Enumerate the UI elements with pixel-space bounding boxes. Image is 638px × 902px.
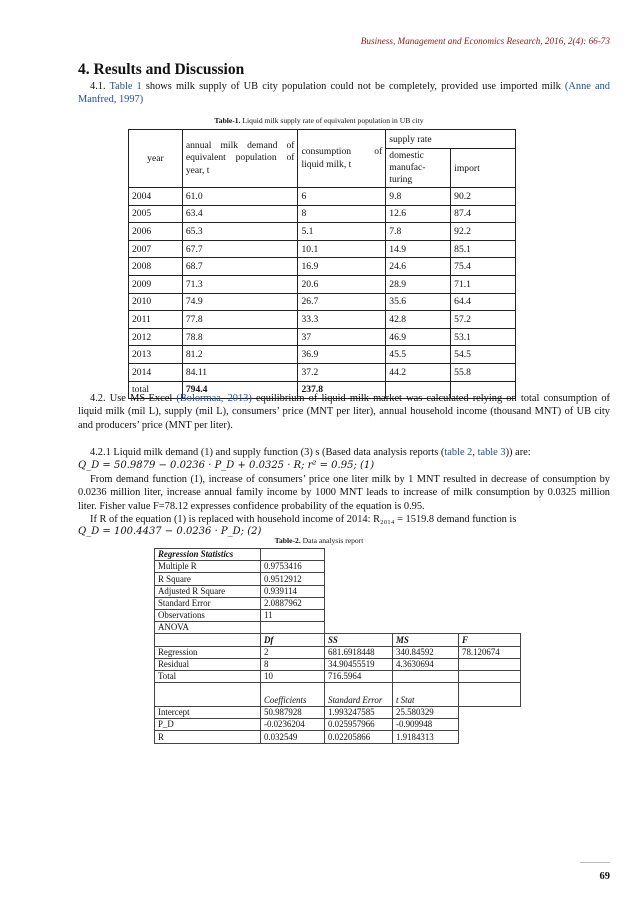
table-cell: Adjusted R Square: [155, 585, 261, 597]
table-cell: 90.2: [451, 188, 516, 206]
para-text: 4.2. Use MS-Excel: [90, 393, 177, 404]
table-cell: [459, 622, 521, 634]
table-cell: [393, 609, 459, 621]
table-row: [129, 328, 516, 346]
table-cell: [393, 549, 459, 561]
table-cell: 2.0887962: [261, 597, 325, 609]
citation-link[interactable]: (Anne and Manfred, 1997): [78, 81, 610, 106]
table-row: [129, 240, 516, 258]
table-cell: 78.8: [182, 328, 298, 346]
table-row: [129, 258, 516, 276]
stats-row: [155, 573, 521, 585]
coef-row: [155, 707, 521, 719]
table1-link[interactable]: Table 1: [109, 81, 142, 92]
table-cell: 2011: [129, 311, 183, 329]
coef-row: [155, 719, 521, 731]
table-cell: 71.3: [182, 275, 298, 293]
table-row: [129, 363, 516, 381]
table-cell: 74.9: [182, 293, 298, 311]
anova-label-row: [155, 622, 521, 634]
table-cell: [393, 573, 459, 585]
table-cell: 2008: [129, 258, 183, 276]
table-cell: t Stat: [393, 683, 459, 707]
table-cell: 64.4: [451, 293, 516, 311]
table-cell: 2004: [129, 188, 183, 206]
table-cell: 28.9: [386, 275, 451, 293]
regression-statistics-title: Regression Statistics: [155, 549, 261, 561]
table-2: [154, 548, 521, 744]
table-cell: Total: [155, 670, 261, 682]
table-cell: P_D: [155, 719, 261, 731]
table-cell: 67.7: [182, 240, 298, 258]
coef-row: [155, 731, 521, 743]
header-import: import: [451, 149, 516, 188]
table-cell: 11: [261, 609, 325, 621]
table-cell: 85.1: [451, 240, 516, 258]
table1-caption: [0, 116, 638, 125]
table-row: [129, 205, 516, 223]
table-cell: [325, 609, 393, 621]
table-cell: 84.11: [182, 363, 298, 381]
page-number: 69: [599, 871, 610, 882]
table-cell: 8: [261, 658, 325, 670]
table-cell: 5.1: [298, 223, 386, 241]
table-cell: [261, 622, 325, 634]
anova-row: [155, 646, 521, 658]
table-cell: 54.5: [451, 346, 516, 364]
table-cell: Standard Error: [155, 597, 261, 609]
table-cell: 10.1: [298, 240, 386, 258]
table-cell: Df: [261, 634, 325, 646]
equation-2: Q_D = 100.4437 − 0.0236 · P_D; (2): [78, 526, 262, 537]
table-cell: [459, 573, 521, 585]
table-cell: [459, 585, 521, 597]
para-text: shows milk supply of UB city population could not be completely, provided use imported milk: [141, 81, 565, 92]
paragraph-4-2: [78, 392, 610, 432]
table-cell: Multiple R: [155, 561, 261, 573]
table-cell: 53.1: [451, 328, 516, 346]
table-cell: 37.2: [298, 363, 386, 381]
table-cell: [325, 622, 393, 634]
table-cell: [459, 658, 521, 670]
table-cell: 44.2: [386, 363, 451, 381]
page-number-rule: [580, 862, 610, 863]
table-row: [129, 311, 516, 329]
table-cell: [393, 670, 459, 682]
table2-caption: [0, 536, 638, 545]
table-cell: 25.580329: [393, 707, 459, 719]
table-row: [129, 223, 516, 241]
paragraph-4-2-1: [78, 446, 610, 459]
table-cell: 65.3: [182, 223, 298, 241]
stats-row: [155, 609, 521, 621]
table-cell: 4.3630694: [393, 658, 459, 670]
table3-link[interactable]: table 3: [477, 447, 506, 458]
table-cell: 33.3: [298, 311, 386, 329]
table-cell: 77.8: [182, 311, 298, 329]
table-cell: Intercept: [155, 707, 261, 719]
para-text: ,: [472, 447, 478, 458]
table-cell: 0.02205866: [325, 731, 393, 743]
para-text: 4.2.1 Liquid milk demand (1) and supply function (3) s (Based data analysis reports (: [90, 447, 445, 458]
table-cell: -0.0236204: [261, 719, 325, 731]
table-cell: [393, 597, 459, 609]
header-supply-rate: supply rate: [386, 130, 516, 149]
table-cell: [325, 561, 393, 573]
table-cell: 68.7: [182, 258, 298, 276]
paragraph-4-1: [78, 80, 610, 107]
table-cell: [459, 670, 521, 682]
equation-1: Q_D = 50.9879 − 0.0236 · P_D + 0.0325 · R; r² = 0.95; (1): [78, 460, 375, 471]
table-cell: Regression: [155, 646, 261, 658]
header-consumption: consumption of liquid milk, t: [298, 130, 386, 188]
table-cell: 2005: [129, 205, 183, 223]
anova-row: [155, 670, 521, 682]
table-cell: [393, 585, 459, 597]
header-year: year: [129, 130, 183, 188]
table-cell: [325, 585, 393, 597]
table-cell: 57.2: [451, 311, 516, 329]
caption-text: Data analysis report: [300, 536, 364, 545]
table-cell: [155, 683, 261, 707]
table-cell: 36.9: [298, 346, 386, 364]
table-cell: 14.9: [386, 240, 451, 258]
table-cell: Observations: [155, 609, 261, 621]
table-cell: Coefficients: [261, 683, 325, 707]
table-cell: 10: [261, 670, 325, 682]
table-cell: [155, 634, 261, 646]
table-cell: 6: [298, 188, 386, 206]
table-row: [129, 346, 516, 364]
table-cell: [459, 597, 521, 609]
table-cell: 2007: [129, 240, 183, 258]
table-cell: [393, 561, 459, 573]
table-cell: Standard Error: [325, 683, 393, 707]
table-2-body: [155, 549, 521, 744]
table-cell: 9.8: [386, 188, 451, 206]
table-cell: 8: [298, 205, 386, 223]
table-cell: [325, 573, 393, 585]
caption-text: Liquid milk supply rate of equivalent population in UB city: [240, 116, 424, 125]
table-cell: R: [155, 731, 261, 743]
para-text: 4.1.: [90, 81, 110, 92]
table-cell: 16.9: [298, 258, 386, 276]
header-domestic: domestic manufac-turing: [386, 149, 451, 188]
stats-row: [155, 585, 521, 597]
table-cell: [459, 683, 521, 707]
header-demand: annual milk demand of equivalent population of year, t: [182, 130, 298, 188]
para-text: equilibrium of liquid milk market was calculated relying on total consumption of liquid milk (mil L), supply (mil L), consumers’ price (MNT per liter), annual household income (thousand MNT) of UB city and producers’ price (MNT per liter).: [78, 393, 611, 431]
table-cell: 2014: [129, 363, 183, 381]
section-title: 4. Results and Discussion: [78, 61, 245, 78]
table-cell: 2013: [129, 346, 183, 364]
table-cell: 26.7: [298, 293, 386, 311]
table-cell: [393, 622, 459, 634]
table-cell: 35.6: [386, 293, 451, 311]
table-cell: 61.0: [182, 188, 298, 206]
table-cell: R Square: [155, 573, 261, 585]
table-cell: 716.5964: [325, 670, 393, 682]
table-cell: MS: [393, 634, 459, 646]
table-1: [128, 129, 516, 399]
table-cell: 87.4: [451, 205, 516, 223]
table-cell: 2: [261, 646, 325, 658]
table-cell: 45.5: [386, 346, 451, 364]
table-cell: 37: [298, 328, 386, 346]
table-cell: SS: [325, 634, 393, 646]
table-cell: 237.8: [298, 381, 386, 399]
table-cell: 20.6: [298, 275, 386, 293]
table-cell: 0.9753416: [261, 561, 325, 573]
table-cell: 81.2: [182, 346, 298, 364]
table-cell: 7.8: [386, 223, 451, 241]
table2-link[interactable]: table 2: [444, 447, 473, 458]
para-text: )) are:: [505, 447, 531, 458]
citation-link[interactable]: (Bolormaa, 2013): [176, 393, 252, 404]
table-cell: 12.6: [386, 205, 451, 223]
table-cell: 0.9512912: [261, 573, 325, 585]
table-cell: 340.84592: [393, 646, 459, 658]
table-cell: [459, 609, 521, 621]
table-cell: 1.993247585: [325, 707, 393, 719]
table-cell: 2009: [129, 275, 183, 293]
coef-header-row: [155, 683, 521, 707]
table-cell: 2006: [129, 223, 183, 241]
table-row: [129, 188, 516, 206]
table-row: [129, 275, 516, 293]
table-cell: 24.6: [386, 258, 451, 276]
table-cell: [325, 597, 393, 609]
table-cell: F: [459, 634, 521, 646]
paragraph-demand-function: From demand function (1), increase of consumers’ price one liter milk by 1 MNT resulted in decrease of consumption by 0.0236 million liter, increase annual family income by 1000 MNT leads to increase of milk consumption by 0.0325 million liter. Fisher value F=78.12 expresses confidence probability of the equation is 0.95.: [78, 474, 610, 512]
table-cell: 794.4: [182, 381, 298, 399]
table-cell: 75.4: [451, 258, 516, 276]
table-cell: 92.2: [451, 223, 516, 241]
table-cell: [459, 561, 521, 573]
table-cell: 2012: [129, 328, 183, 346]
table-cell: -0.909948: [393, 719, 459, 731]
anova-label: ANOVA: [155, 622, 261, 634]
table-cell: 46.9: [386, 328, 451, 346]
paragraph-replacement: If R of the equation (1) is replaced with household income of 2014: R₂₀₁₄ = 1519.8 demand function is: [90, 514, 517, 525]
caption-label: Table-2.: [274, 536, 301, 545]
stats-row: [155, 597, 521, 609]
table-cell: Residual: [155, 658, 261, 670]
journal-header: Business, Management and Economics Research, 2016, 2(4): 66-73: [360, 36, 610, 46]
table-cell: 1.9184313: [393, 731, 459, 743]
table-cell: [261, 549, 325, 561]
stats-row: [155, 561, 521, 573]
caption-label: Table-1.: [214, 116, 241, 125]
table-cell: [459, 549, 521, 561]
table-cell: 71.1: [451, 275, 516, 293]
anova-header-row: [155, 634, 521, 646]
table-cell: 50.987928: [261, 707, 325, 719]
table-cell: 78.120674: [459, 646, 521, 658]
table-cell: 0.025957966: [325, 719, 393, 731]
table-cell: 2010: [129, 293, 183, 311]
table-cell: 34.90455519: [325, 658, 393, 670]
table-cell: total: [129, 381, 183, 399]
table-cell: 42.8: [386, 311, 451, 329]
table-cell: 55.8: [451, 363, 516, 381]
stats-title-row: [155, 549, 521, 561]
table-1-body: [129, 188, 516, 399]
table-cell: 681.6918448: [325, 646, 393, 658]
table-cell: 0.032549: [261, 731, 325, 743]
table-row: [129, 293, 516, 311]
table-cell: 0.939114: [261, 585, 325, 597]
table-cell: [325, 549, 393, 561]
table-cell: 63.4: [182, 205, 298, 223]
anova-row: [155, 658, 521, 670]
